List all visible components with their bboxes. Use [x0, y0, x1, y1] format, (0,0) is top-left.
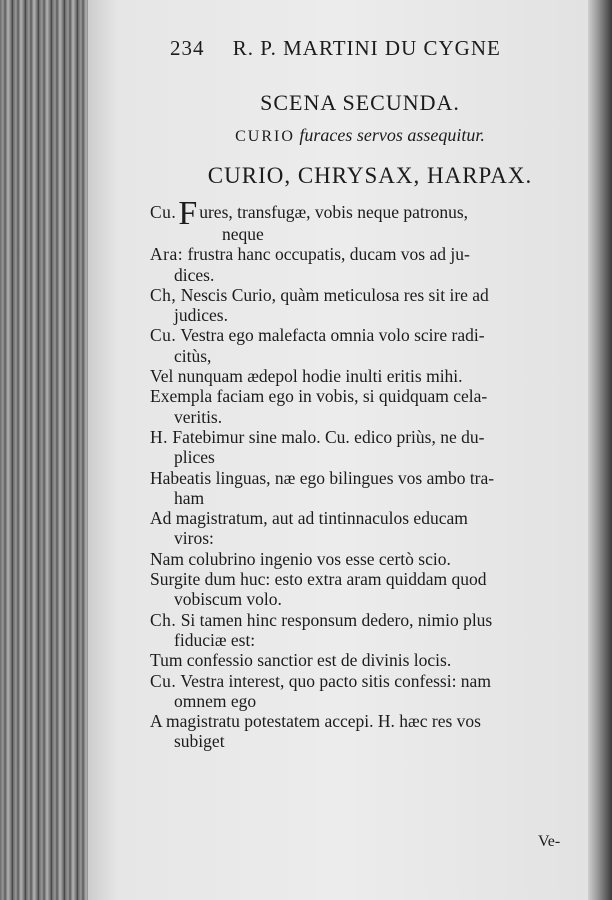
speaker-label: Cu. [150, 202, 177, 222]
text-line [150, 366, 590, 386]
page-number: 234 [170, 36, 205, 60]
line-text: Vestra interest, quo pacto sitis confessi: nam [180, 670, 491, 691]
line-text: neque [222, 224, 264, 244]
line-text: Exempla faciam ego in vobis, si quidquam cela- [150, 386, 488, 407]
catchword: Ve- [538, 833, 561, 850]
text-line [150, 508, 590, 528]
line-text: ham [174, 487, 205, 508]
speaker-label: Ara: [150, 244, 184, 265]
text-line [150, 610, 590, 630]
text-line [150, 468, 590, 488]
speaker-label: Cu. [150, 670, 177, 691]
scene-title: SCENA SECUNDA. [260, 90, 460, 115]
text-line [150, 195, 590, 232]
text-line [150, 346, 590, 366]
speaker-label: Cu. [150, 325, 177, 346]
text-line [150, 325, 590, 345]
line-text: Nam colubrino ingenio vos esse certò scio. [150, 548, 451, 569]
dramatis-personae: CURIO, CHRYSAX, HARPAX. [207, 163, 533, 188]
speaker-label: Ch, [150, 284, 177, 305]
line-text: Habeatis linguas, næ ego bilingues vos ambo tra- [150, 467, 495, 488]
text-line [150, 589, 590, 609]
line-text: A magistratu potestatem accepi. H. hæc res vos [150, 711, 481, 732]
line-text: dices. [174, 264, 215, 285]
book-binding-edge [0, 0, 92, 900]
line-text: vobiscum volo. [174, 589, 282, 610]
line-text: omnem ego [174, 690, 257, 711]
text-line [150, 285, 590, 305]
stage-direction-text: furaces servos assequitur. [299, 125, 485, 145]
line-text: plices [174, 447, 215, 468]
drop-capital: F [178, 195, 198, 232]
dialogue-text [150, 195, 590, 752]
line-text: Tum confessio sanctior est de divinis locis. [150, 650, 452, 671]
line-text: citùs, [174, 345, 212, 366]
line-text: Vel nunquam ædepol hodie inulti eritis mihi. [150, 366, 463, 387]
text-line [150, 711, 590, 731]
text-line [150, 447, 590, 467]
line-text: judices. [174, 305, 228, 326]
text-line [150, 569, 590, 589]
text-line [150, 244, 590, 264]
line-text: frustra hanc occupatis, ducam vos ad ju- [187, 244, 470, 265]
line-text: viros: [174, 528, 214, 549]
text-line [150, 691, 590, 711]
text-line [150, 630, 590, 650]
text-line [150, 488, 590, 508]
text-line [150, 650, 590, 670]
text-line [150, 265, 590, 285]
line-text: ures, transfugæ, vobis neque patronus, [199, 202, 469, 222]
text-line [150, 224, 590, 244]
line-text: Nescis Curio, quàm meticulosa res sit ire ad [180, 284, 489, 305]
text-line [150, 549, 590, 569]
line-text: veritis. [174, 406, 223, 427]
line-text: Fatebimur sine malo. Cu. edico priùs, ne du- [172, 426, 485, 447]
line-text: subiget [174, 731, 225, 752]
speaker-label: H. [150, 426, 169, 447]
text-line [150, 731, 590, 751]
running-header [170, 36, 550, 61]
text-line [150, 407, 590, 427]
text-line [150, 427, 590, 447]
text-line [150, 305, 590, 325]
line-text: Surgite dum huc: esto extra aram quiddam quod [150, 569, 487, 590]
line-text: fiduciæ est: [174, 629, 256, 650]
stage-direction-name: CURIO [235, 128, 295, 145]
text-line [150, 528, 590, 548]
line-text: Ad magistratum, aut ad tintinnaculos educam [150, 508, 468, 529]
page-right-edge [588, 0, 612, 900]
running-title: R. P. MARTINI DU CYGNE [232, 36, 501, 60]
text-line [150, 386, 590, 406]
speaker-label: Ch. [150, 609, 177, 630]
text-line [150, 671, 590, 691]
line-text: Vestra ego malefacta omnia volo scire radi- [180, 325, 485, 346]
line-text: Si tamen hinc responsum dedero, nimio plus [180, 609, 493, 630]
stage-direction [160, 125, 560, 146]
